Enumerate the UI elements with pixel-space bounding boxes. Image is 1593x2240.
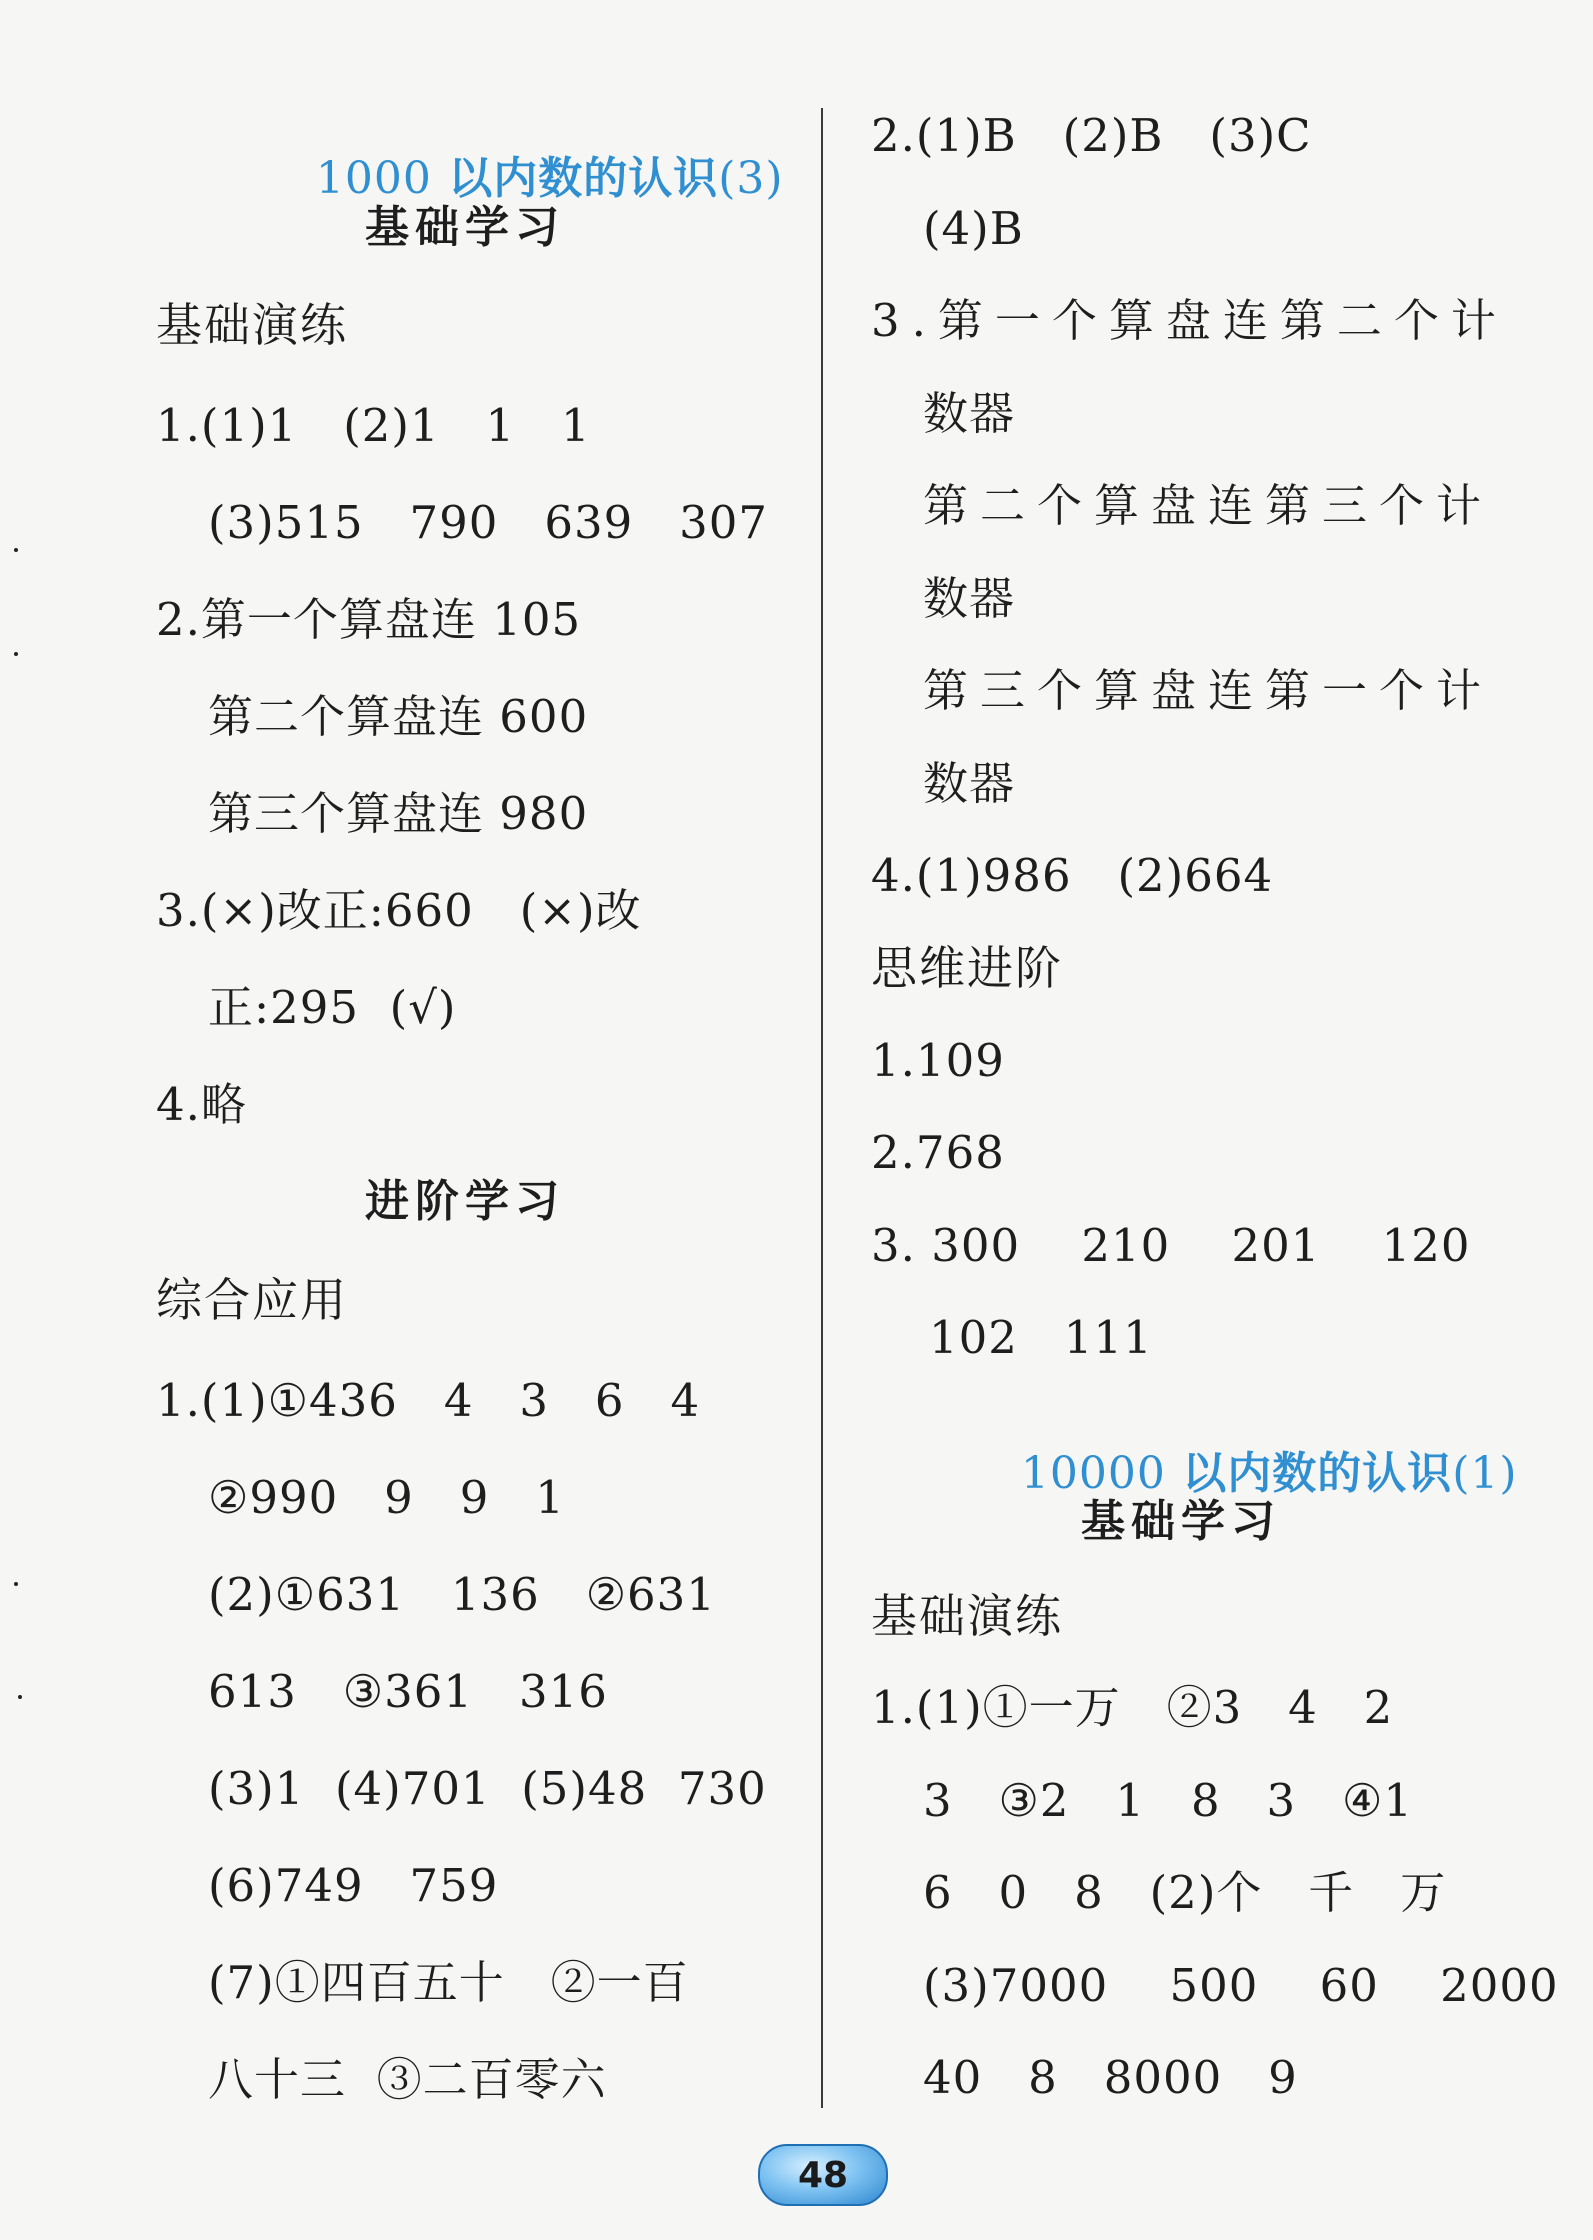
answer-line: 数器 <box>923 757 1016 810</box>
answer-line: 4.略 <box>156 1078 247 1131</box>
answer-line: 2.第一个算盘连 105 <box>156 593 582 646</box>
answer-line: 3. 300 210 201 120 <box>871 1219 1471 1272</box>
answer-line: 正:295 (√) <box>208 981 457 1034</box>
answer-line: 6 0 8 (2)个 千 万 <box>923 1866 1447 1919</box>
answer-line: 102 111 <box>929 1311 1153 1364</box>
lesson-title: 10000 以内数的认识(1) <box>1020 1448 1518 1499</box>
answer-line: ②990 9 9 1 <box>208 1471 565 1524</box>
margin-mark <box>14 652 18 656</box>
answer-line: 4.(1)986 (2)664 <box>871 849 1274 902</box>
answer-line: 八十三 ③二百零六 <box>208 2053 607 2106</box>
answer-line: 1.(1)1 (2)1 1 1 <box>156 399 591 452</box>
answer-line: 1.109 <box>871 1034 1005 1087</box>
answer-line: 3 ③2 1 8 3 ④1 <box>923 1774 1414 1827</box>
answer-line: 第三个算盘连第一个计 <box>923 664 1494 717</box>
answer-line: 40 8 8000 9 <box>923 2051 1298 2104</box>
subsection-heading: 基础演练 <box>156 298 348 352</box>
answer-line: 数器 <box>923 387 1016 440</box>
answer-line: (4)B <box>923 202 1024 255</box>
lesson-title: 1000 以内数的认识(3) <box>315 153 784 204</box>
page-number-badge <box>758 2144 888 2206</box>
column-divider <box>821 108 823 2108</box>
answer-line: 613 ③361 316 <box>208 1665 608 1718</box>
answer-line: 1.(1)①一万 ②3 4 2 <box>871 1681 1394 1734</box>
section-heading: 进阶学习 <box>365 1176 565 1227</box>
answer-line: 1.(1)①436 4 3 6 4 <box>156 1374 701 1427</box>
answer-line: (3)1 (4)701 (5)48 730 <box>208 1762 767 1815</box>
subsection-heading: 基础演练 <box>871 1589 1063 1643</box>
page-number: 48 <box>797 2154 849 2196</box>
answer-line: (3)515 790 639 307 <box>208 496 769 549</box>
answer-line: 3.(×)改正:660 (×)改 <box>156 884 642 937</box>
answer-line: (7)①四百五十 ②一百 <box>208 1956 689 2009</box>
margin-mark <box>14 548 18 552</box>
subsection-heading: 思维进阶 <box>871 941 1063 995</box>
answer-line: 数器 <box>923 572 1016 625</box>
answer-line: 3.第一个算盘连第二个计 <box>871 294 1508 347</box>
answer-line: 第二个算盘连 600 <box>208 690 589 743</box>
answer-line: 2.(1)B (2)B (3)C <box>871 109 1312 162</box>
answer-line: (6)749 759 <box>208 1859 499 1912</box>
answer-line: 第三个算盘连 980 <box>208 787 589 840</box>
answer-line: (3)7000 500 60 2000 <box>923 1959 1559 2012</box>
section-heading: 基础学习 <box>365 202 565 253</box>
answer-line: 第二个算盘连第三个计 <box>923 479 1494 532</box>
answer-line: (2)①631 136 ②631 <box>208 1568 716 1621</box>
section-heading: 基础学习 <box>1081 1496 1281 1547</box>
subsection-heading: 综合应用 <box>156 1273 348 1327</box>
answer-line: 2.768 <box>871 1126 1005 1179</box>
margin-mark <box>18 1695 22 1699</box>
margin-mark <box>14 1582 18 1586</box>
